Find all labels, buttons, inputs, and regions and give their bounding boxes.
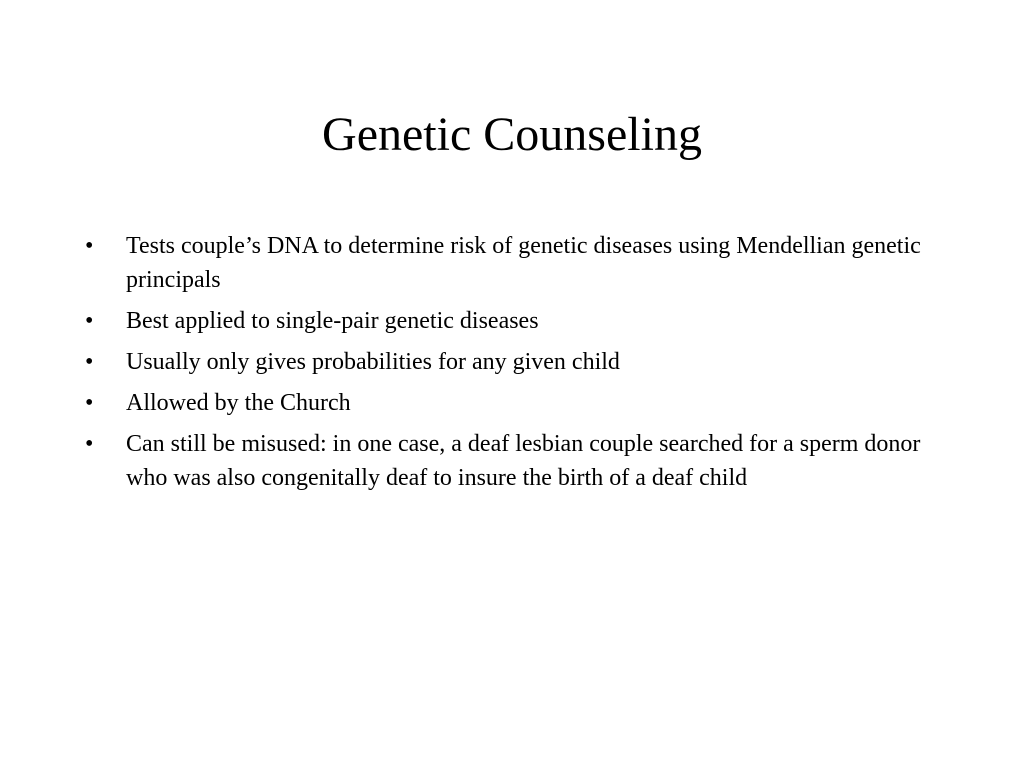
bullet-text: Allowed by the Church [126, 390, 351, 416]
list-item [85, 229, 935, 297]
bullet-text: Tests couple’s DNA to determine risk of genetic diseases using Mendellian genetic principals [126, 233, 921, 293]
list-item [85, 386, 935, 420]
bullet-marker: • [85, 308, 94, 334]
bullet-text: Usually only gives probabilities for any given child [126, 349, 620, 375]
list-item [85, 427, 935, 495]
bullet-marker: • [85, 390, 94, 416]
slide-title: Genetic Counseling [322, 108, 702, 161]
list-item [85, 345, 935, 379]
bullet-marker: • [85, 233, 94, 259]
bullet-marker: • [85, 349, 94, 375]
bullet-text: Best applied to single-pair genetic diseases [126, 308, 539, 334]
list-item [85, 304, 935, 338]
bullet-marker: • [85, 431, 94, 457]
bullet-text: Can still be misused: in one case, a deaf lesbian couple searched for a sperm donor who was also congenitally deaf to insure the birth of a deaf child [126, 431, 921, 491]
bullet-list [85, 229, 935, 502]
